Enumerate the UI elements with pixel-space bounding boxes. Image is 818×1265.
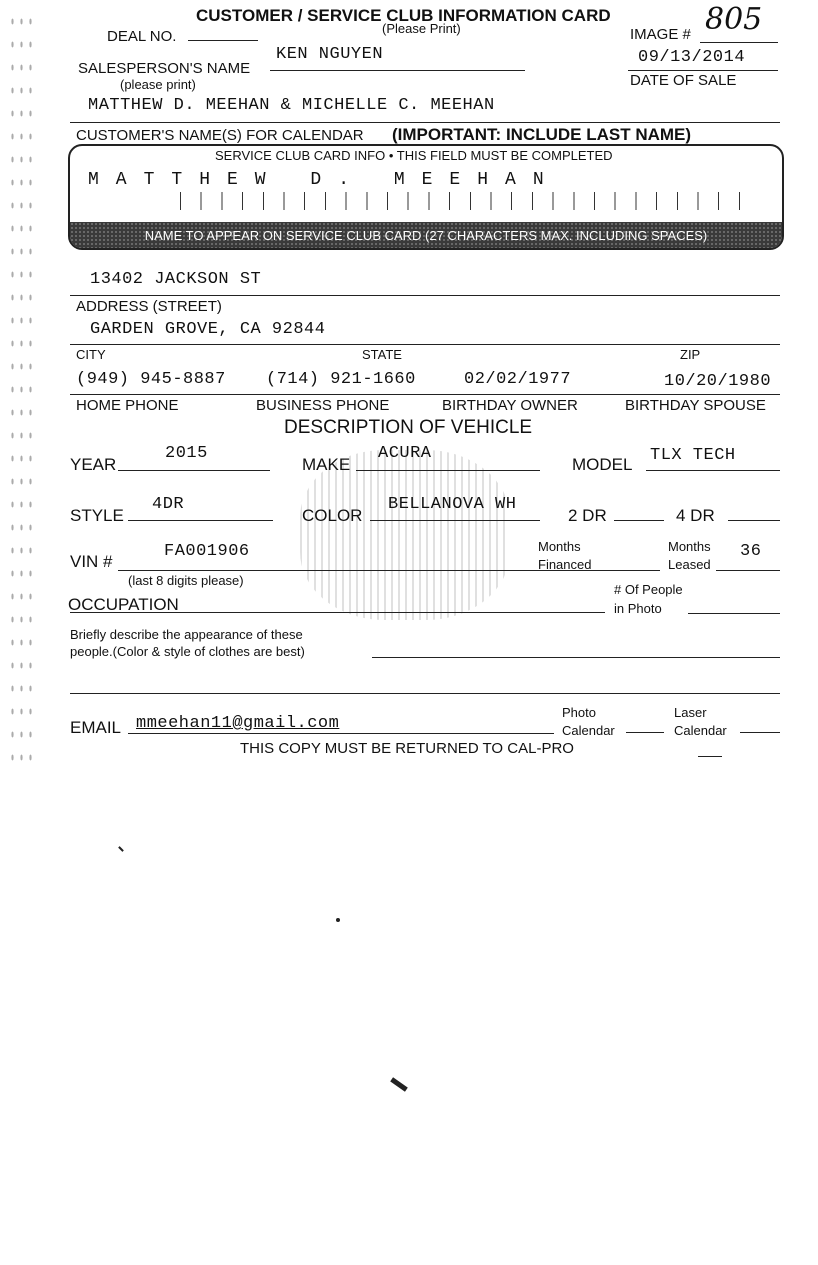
vin-sublabel: (last 8 digits please): [128, 573, 244, 588]
months-financed-label-1: Months: [538, 539, 581, 554]
salesperson-sublabel: (please print): [120, 77, 196, 92]
months-financed-field[interactable]: [598, 570, 660, 571]
image-number-label: IMAGE #: [630, 26, 691, 43]
months-leased-label-2: Leased: [668, 557, 711, 572]
customer-names-line: [70, 122, 780, 123]
contact-line: [70, 394, 780, 395]
vin-line: [118, 570, 598, 571]
four-door-label: 4 DR: [676, 506, 715, 525]
date-of-sale-label: DATE OF SALE: [630, 72, 737, 89]
describe-label-2: people.(Color & style of clothes are best): [70, 644, 305, 659]
describe-label-1: Briefly describe the appearance of these: [70, 627, 303, 642]
color-value[interactable]: BELLANOVA WH: [388, 495, 517, 514]
style-label: STYLE: [70, 506, 124, 525]
style-line: [128, 520, 273, 521]
email-label: EMAIL: [70, 718, 122, 737]
card-instruction-bar: [70, 222, 782, 248]
business-phone-label: BUSINESS PHONE: [256, 397, 390, 414]
birthday-owner-label: BIRTHDAY OWNER: [442, 397, 578, 414]
months-financed-label-2: Financed: [538, 557, 592, 572]
date-line: [628, 70, 778, 71]
make-line: [356, 470, 540, 471]
people-in-photo-field[interactable]: [688, 613, 780, 614]
card-info-label: SERVICE CLUB CARD INFO • THIS FIELD MUST BE COMPLETED: [215, 148, 613, 163]
email-value[interactable]: mmeehan11@gmail.com: [136, 714, 340, 733]
deal-no-label: DEAL NO.: [107, 28, 177, 45]
scan-mark: [336, 918, 340, 922]
character-slot-ticks: [180, 192, 740, 210]
photo-calendar-label-2: Calendar: [562, 723, 615, 738]
months-leased-line: [716, 570, 780, 571]
vehicle-section-title: DESCRIPTION OF VEHICLE: [284, 417, 533, 438]
make-value[interactable]: ACURA: [378, 444, 432, 463]
laser-calendar-label-1: Laser: [674, 705, 707, 720]
faint-background-stamp: [300, 450, 510, 620]
laser-calendar-label-2: Calendar: [674, 723, 727, 738]
scan-mark: [390, 1077, 408, 1091]
deal-no-field[interactable]: [188, 40, 258, 41]
date-of-sale-value[interactable]: 09/13/2014: [638, 48, 746, 67]
city-value[interactable]: GARDEN GROVE, CA 92844: [90, 320, 326, 339]
describe-field-line-1[interactable]: [372, 657, 780, 658]
four-door-field[interactable]: [728, 520, 780, 521]
two-door-label: 2 DR: [568, 506, 607, 525]
occupation-field[interactable]: [70, 612, 605, 613]
card-instruction-text: NAME TO APPEAR ON SERVICE CLUB CARD (27 CHARACTERS MAX. INCLUDING SPACES): [144, 228, 708, 243]
laser-calendar-field[interactable]: [740, 732, 780, 733]
occupation-label: OCCUPATION: [68, 595, 179, 614]
city-label: CITY: [76, 347, 106, 362]
street-value[interactable]: 13402 JACKSON ST: [90, 270, 262, 289]
birthday-spouse-label: BIRTHDAY SPOUSE: [625, 397, 766, 414]
people-in-photo-label-2: in Photo: [614, 601, 662, 616]
scan-dot-margin: [8, 10, 38, 770]
state-label: STATE: [362, 347, 402, 362]
vin-value[interactable]: FA001906: [164, 542, 250, 561]
color-label: COLOR: [302, 506, 363, 525]
form-title: CUSTOMER / SERVICE CLUB INFORMATION CARD: [196, 6, 611, 25]
color-line: [370, 520, 540, 521]
street-label: ADDRESS (STREET): [76, 298, 222, 315]
vin-label: VIN #: [70, 552, 113, 571]
year-value[interactable]: 2015: [165, 444, 208, 463]
months-leased-label-1: Months: [668, 539, 711, 554]
return-check-field[interactable]: [698, 756, 722, 757]
model-value[interactable]: TLX TECH: [650, 446, 736, 465]
business-phone-value[interactable]: (714) 921-1660: [266, 370, 416, 389]
year-label: YEAR: [70, 455, 117, 474]
city-line: [70, 344, 780, 345]
year-line: [118, 470, 270, 471]
card-name-value[interactable]: MATTHEW D. MEEHAN: [88, 170, 561, 190]
describe-field-line-2[interactable]: [70, 693, 780, 694]
model-label: MODEL: [572, 455, 633, 474]
scan-mark: [118, 846, 124, 852]
zip-label: ZIP: [680, 347, 701, 362]
salesperson-line: [270, 70, 525, 71]
email-line: [128, 733, 554, 734]
return-notice: THIS COPY MUST BE RETURNED TO CAL-PRO: [240, 740, 574, 757]
please-print-note: (Please Print): [382, 21, 461, 36]
street-line: [70, 295, 780, 296]
model-line: [646, 470, 780, 471]
birthday-spouse-value[interactable]: 10/20/1980: [664, 372, 772, 391]
customer-names-label: CUSTOMER'S NAME(S) FOR CALENDAR: [76, 127, 364, 144]
include-last-name-note: (IMPORTANT: INCLUDE LAST NAME): [392, 125, 692, 144]
home-phone-value[interactable]: (949) 945-8887: [76, 370, 226, 389]
photo-calendar-field[interactable]: [626, 732, 664, 733]
photo-calendar-label-1: Photo: [562, 705, 596, 720]
salesperson-value[interactable]: KEN NGUYEN: [276, 45, 384, 64]
image-number-handwritten: 805: [705, 2, 763, 37]
service-club-card-box[interactable]: [68, 144, 784, 250]
image-number-field[interactable]: [700, 42, 778, 43]
home-phone-label: HOME PHONE: [76, 397, 179, 414]
salesperson-label: SALESPERSON'S NAME: [78, 60, 251, 77]
people-in-photo-label-1: # Of People: [614, 582, 683, 597]
months-leased-value[interactable]: 36: [740, 542, 762, 561]
birthday-owner-value[interactable]: 02/02/1977: [464, 370, 572, 389]
customer-names-value[interactable]: MATTHEW D. MEEHAN & MICHELLE C. MEEHAN: [88, 96, 495, 115]
make-label: MAKE: [302, 455, 351, 474]
style-value[interactable]: 4DR: [152, 495, 185, 514]
two-door-field[interactable]: [614, 520, 664, 521]
